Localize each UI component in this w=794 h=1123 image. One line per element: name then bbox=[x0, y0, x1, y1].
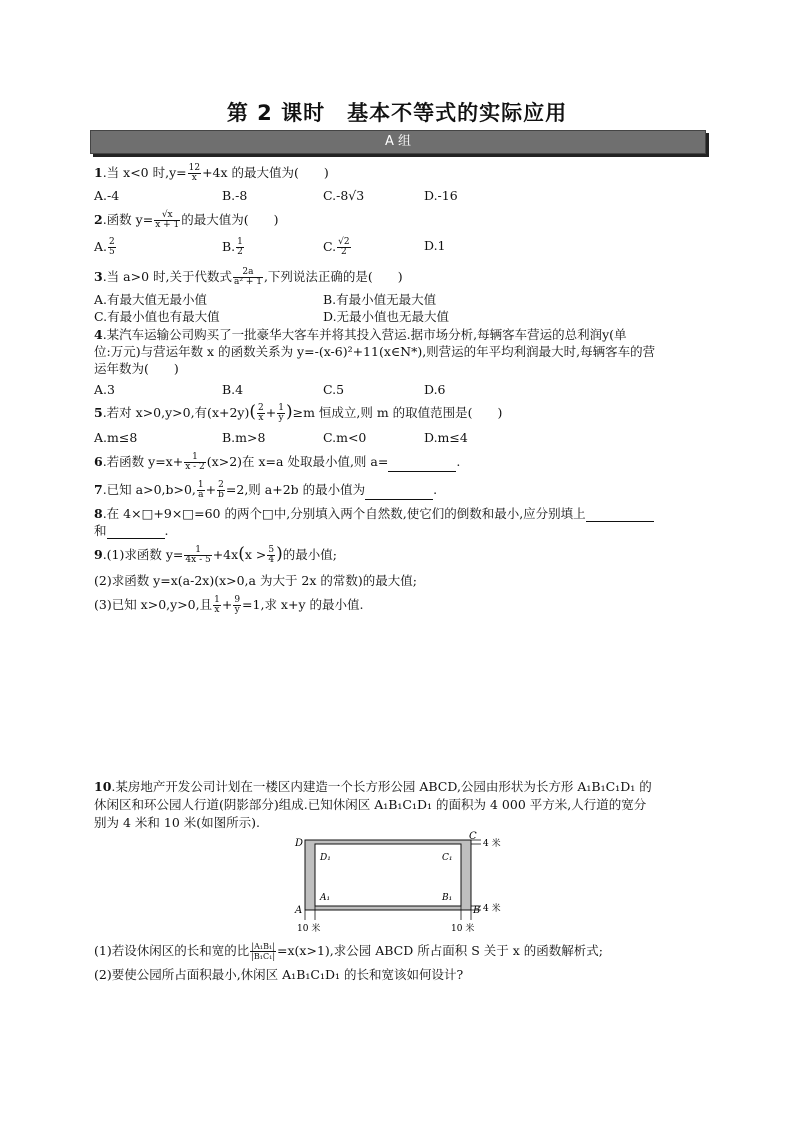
q1-option-a: A.-4 bbox=[94, 188, 120, 203]
q5-option-a: A.m≤8 bbox=[94, 430, 138, 445]
question-4-line-2: 位:万元)与营运年数 x 的函数关系为 y=-(x-6)²+11(x∈N*),则营运的年平均利润最大时,每辆客车的营 bbox=[94, 344, 656, 359]
answer-blank bbox=[388, 459, 456, 472]
label-A: A bbox=[295, 905, 303, 916]
question-9-part-2: (2)求函数 y=x(a-2x)(x>0,a 为大于 2x 的常数)的最大值; bbox=[94, 573, 417, 588]
q1-option-b: B.-8 bbox=[222, 188, 248, 203]
label-A1: A₁ bbox=[320, 893, 331, 903]
question-3: 3.当 a>0 时,关于代数式 $\frac{2a}{\text{a² + 1}}$ ,下列说法正确的是( ) bbox=[94, 267, 403, 287]
q5-option-b: B.m>8 bbox=[222, 430, 266, 445]
label-D: D bbox=[295, 838, 304, 849]
question-4: 4.某汽车运输公司购买了一批豪华大客车并将其投入营运.据市场分析,每辆客车营运的总利润y(单 bbox=[94, 327, 627, 342]
q3-option-a: A.有最大值无最小值 bbox=[94, 292, 208, 307]
q3-option-b: B.有最小值无最大值 bbox=[323, 292, 437, 307]
fraction: $\frac{12}{x}$ bbox=[188, 163, 201, 183]
label-B: B bbox=[473, 905, 481, 916]
q3-option-d: D.无最小值也无最大值 bbox=[323, 309, 450, 324]
answer-blank bbox=[365, 487, 433, 500]
question-1: 1.当 x<0 时,y= $\frac{12}{x}$ +4x 的最大值为( ) bbox=[94, 163, 329, 183]
q1-option-d: D.-16 bbox=[424, 188, 458, 203]
rest-area bbox=[315, 844, 461, 906]
question-4-line-3: 运年数为( ) bbox=[94, 361, 179, 376]
q4-option-b: B.4 bbox=[222, 382, 244, 397]
question-9: 9.(1)求函数 y= $\frac{1}{4x - 5}$ +4x(x > $\frac{5}{4}$ )的最小值; bbox=[94, 544, 337, 565]
answer-blank bbox=[107, 526, 165, 539]
q2-option-a: A. $\frac{2}{5}$ bbox=[94, 237, 115, 257]
question-7: 7.已知 a>0,b>0, $\frac{1}{a}$ + $\frac{2}{b}$ =2,则 a+2b 的最小值为 . bbox=[94, 480, 438, 500]
park-diagram bbox=[285, 828, 515, 936]
q1-option-c: C.-8√3 bbox=[323, 188, 365, 203]
q5-option-c: C.m<0 bbox=[323, 430, 367, 445]
dim-left: 10 米 bbox=[297, 924, 321, 934]
question-9-part-3: (3)已知 x>0,y>0,且 $\frac{1}{x}$ + $\frac{9}{y}$ =1,求 x+y 的最小值. bbox=[94, 595, 364, 615]
group-label: A 组 bbox=[384, 134, 412, 149]
q3-option-c: C.有最小值也有最大值 bbox=[94, 309, 220, 324]
q4-option-a: A.3 bbox=[94, 382, 115, 397]
question-5: 5.若对 x>0,y>0,有(x+2y)( $\frac{2}{x}$ + $\frac{1}{y}$ )≥m 恒成立,则 m 的取值范围是( ) bbox=[94, 402, 503, 423]
question-10-part-1: (1)若设休闲区的长和宽的比 $\frac{\text{|A₁B₁|}}{\text{|B₁C₁|}}$ =x(x>1),求公园 ABCD 所占面积 S 关于 x 的函数解析式; bbox=[94, 942, 603, 961]
question-2: 2.函数 y= $\frac{√x}{x + 1}$ 的最大值为( ) bbox=[94, 210, 279, 230]
dim-right: 10 米 bbox=[451, 924, 475, 934]
label-D1: D₁ bbox=[320, 853, 331, 863]
q2-option-d: D.1 bbox=[424, 238, 446, 253]
question-10: 10.某房地产开发公司计划在一楼区内建造一个长方形公园 ABCD,公园由形状为长方形 A₁B₁C₁D₁ 的 bbox=[94, 779, 652, 794]
question-8: 8.在 4×□+9×□=60 的两个□中,分别填入两个自然数,使它们的倒数和最小,应分别填上 bbox=[94, 506, 654, 522]
q5-option-d: D.m≤4 bbox=[424, 430, 468, 445]
section-header bbox=[90, 130, 706, 154]
label-C1: C₁ bbox=[442, 853, 453, 863]
label-C: C bbox=[469, 831, 477, 842]
question-10-line-2: 休闲区和环公园人行道(阴影部分)组成.已知休闲区 A₁B₁C₁D₁ 的面积为 4 000 平方米,人行道的宽分 bbox=[94, 797, 647, 812]
label-B1: B₁ bbox=[442, 893, 453, 903]
question-6: 6.若函数 y=x+ $\frac{1}{x - 2}$ (x>2)在 x=a 处取最小值,则 a= . bbox=[94, 452, 461, 472]
question-number: 1 bbox=[94, 165, 103, 180]
q4-option-c: C.5 bbox=[323, 382, 345, 397]
page-title: 第 2 课时 基本不等式的实际应用 bbox=[226, 101, 568, 125]
answer-blank bbox=[586, 509, 654, 522]
q4-option-d: D.6 bbox=[424, 382, 446, 397]
question-10-line-3: 别为 4 米和 10 米(如图所示). bbox=[94, 815, 260, 830]
q2-option-c: C. $\frac{√2}{2}$ bbox=[323, 237, 350, 257]
dim-top: 4 米 bbox=[483, 839, 501, 849]
dim-bottom: 4 米 bbox=[483, 904, 501, 914]
question-8-line-2: 和 . bbox=[94, 523, 169, 538]
question-10-part-2: (2)要使公园所占面积最小,休闲区 A₁B₁C₁D₁ 的长和宽该如何设计? bbox=[94, 967, 464, 982]
q2-option-b: B. $\frac{1}{2}$ bbox=[222, 237, 243, 257]
